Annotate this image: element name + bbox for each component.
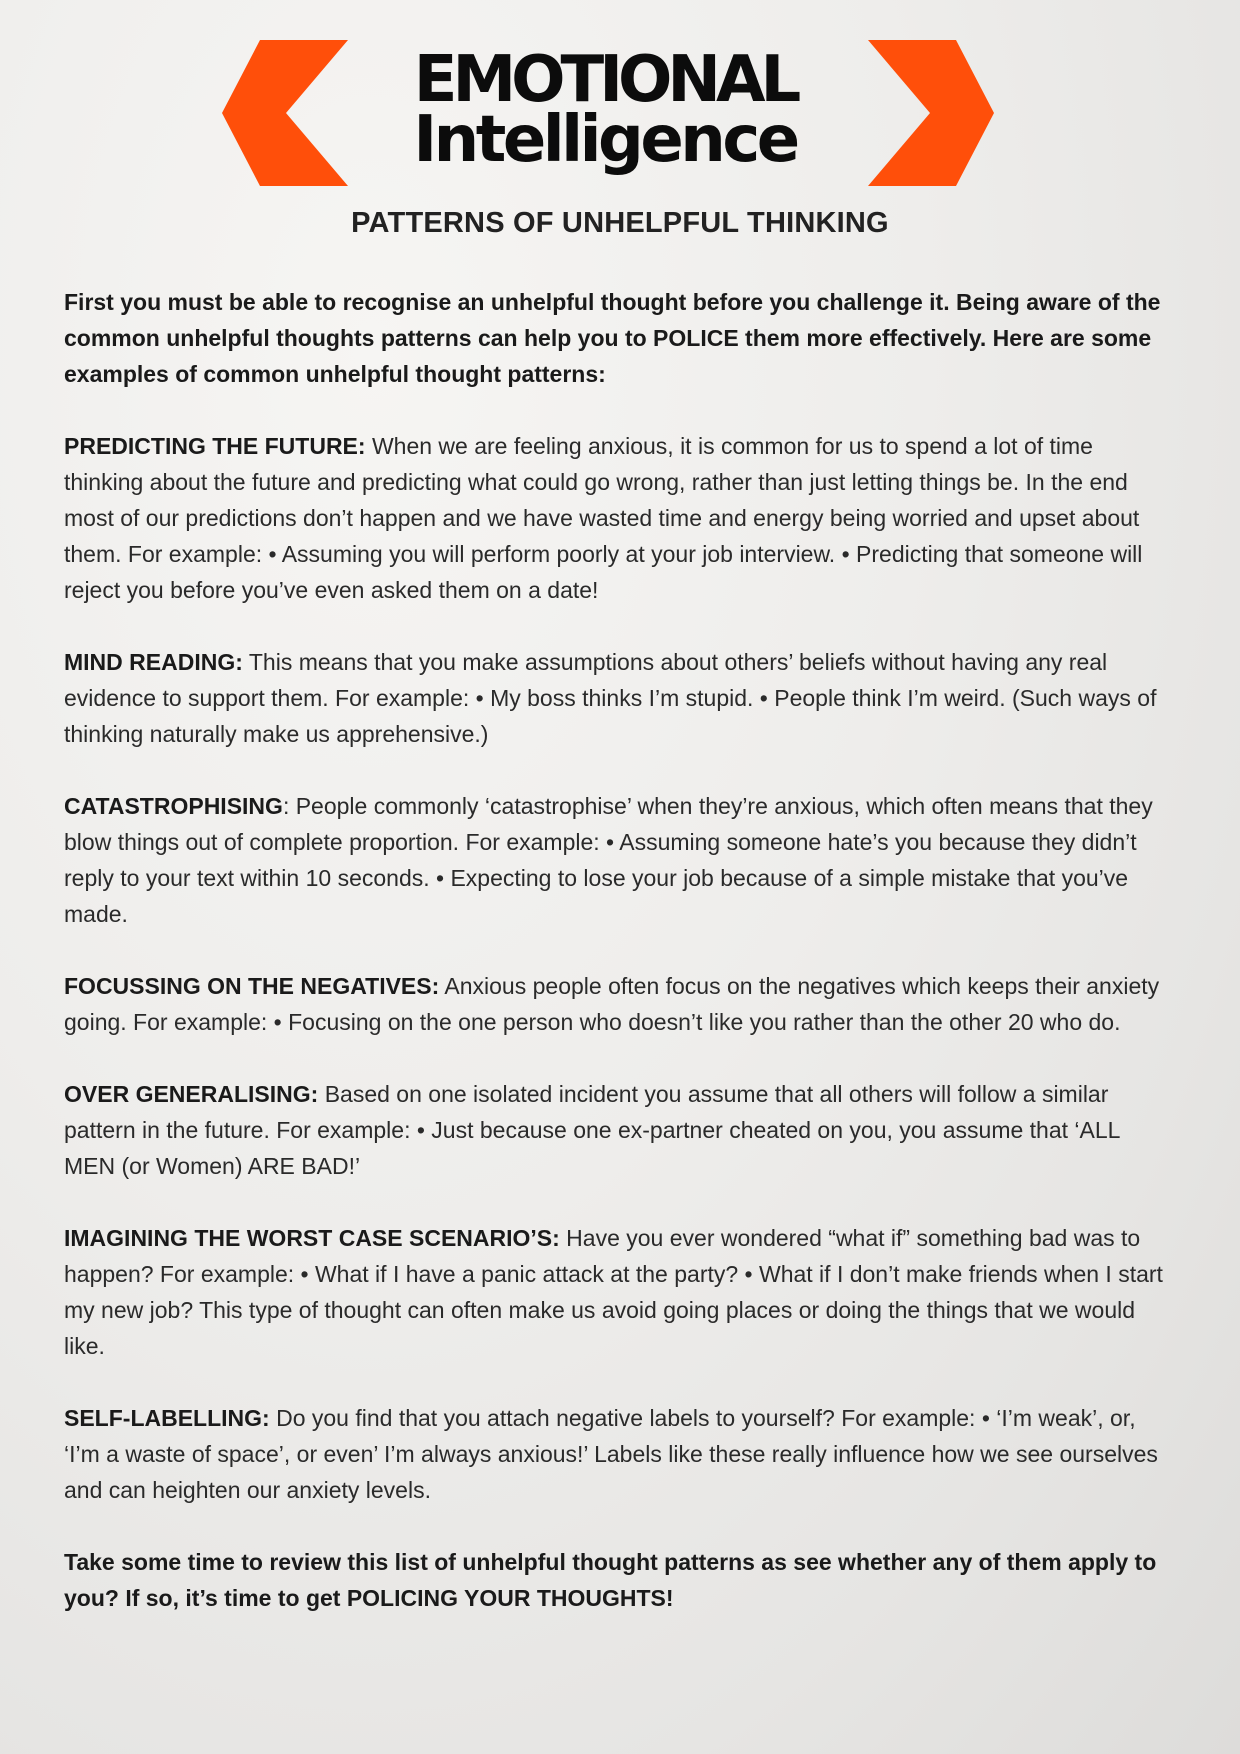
section-text: Have you ever wondered “what if” something bad was to happen? For example: • What if I have a panic attack at the party? • What if I don’t make friends when I start my new job? This type of thought can often make us avoid going places or doing the things that we would like. [64, 1225, 1163, 1359]
title-line-2: Intelligence [413, 103, 797, 177]
section-focussing-on-negatives [64, 968, 1176, 1040]
section-text: : People commonly ‘catastrophise’ when they’re anxious, which often means that they blow things out of complete proportion. For example: • Assuming someone hate’s you because they didn’t reply to your text within 10 seconds. • Expecting to lose your job because of a simple mistake that you’ve made. [64, 793, 1153, 927]
section-term: CATASTROPHISING [64, 793, 283, 819]
section-term: FOCUSSING ON THE NEGATIVES: [64, 973, 440, 999]
section-text: Do you find that you attach negative labels to yourself? For example: • ‘I’m weak’, or, ‘I’m a waste of space’, or even’ I’m always anxious!’ Labels like these really influence how we see ourselves and can heighten our anxiety levels. [64, 1405, 1158, 1503]
section-predicting-the-future [64, 428, 1176, 608]
section-mind-reading [64, 644, 1176, 752]
header [0, 40, 1240, 190]
section-text: When we are feeling anxious, it is common for us to spend a lot of time thinking about the future and predicting what could go wrong, rather than just letting things be. In the end most of our predictions don’t happen and we have wasted time and energy being worried and upset about them. For example: • Assuming you will perform poorly at your job interview. • Predicting that someone will reject you before you’ve even asked them on a date! [64, 433, 1143, 603]
outro-paragraph: Take some time to review this list of unhelpful thought patterns as see whether any of them apply to you? If so, it’s time to get POLICING YOUR THOUGHTS! [64, 1549, 1157, 1611]
section-term: IMAGINING THE WORST CASE SCENARIO’S: [64, 1225, 560, 1251]
section-term: OVER GENERALISING: [64, 1081, 319, 1107]
chevron-right-icon [868, 40, 994, 186]
chevron-right-shape [868, 40, 994, 186]
section-text: This means that you make assumptions about others’ beliefs without having any real evidence to support them. For example: • My boss thinks I’m stupid. • People think I’m weird. (Such ways of thinking naturally make us apprehensive.) [64, 649, 1157, 747]
page-subtitle: PATTERNS OF UNHELPFUL THINKING [351, 207, 889, 239]
section-text: Anxious people often focus on the negatives which keeps their anxiety going. For example: • Focusing on the one person who doesn’t like you rather than the other 20 who do. [64, 973, 1160, 1035]
chevron-left-icon [222, 40, 348, 186]
section-term: MIND READING: [64, 649, 243, 675]
section-text: Based on one isolated incident you assume that all others will follow a similar pattern in the future. For example: • Just because one ex-partner cheated on you, you assume that ‘ALL MEN (or Women) ARE BAD!’ [64, 1081, 1120, 1179]
section-term: SELF-LABELLING: [64, 1405, 270, 1431]
title-block [380, 43, 830, 177]
title-line-1: EMOTIONAL [413, 43, 797, 117]
chevron-left-shape [222, 40, 348, 186]
content [64, 284, 1176, 1616]
section-over-generalising [64, 1076, 1176, 1184]
section-self-labelling [64, 1400, 1176, 1508]
section-catastrophising [64, 788, 1176, 932]
section-term: PREDICTING THE FUTURE: [64, 433, 366, 459]
intro-paragraph: First you must be able to recognise an unhelpful thought before you challenge it. Being aware of the common unhelpful thoughts patterns can help you to POLICE them more effectively. Here are some examples of common unhelpful thought patterns: [64, 289, 1161, 387]
section-worst-case-scenarios [64, 1220, 1176, 1364]
